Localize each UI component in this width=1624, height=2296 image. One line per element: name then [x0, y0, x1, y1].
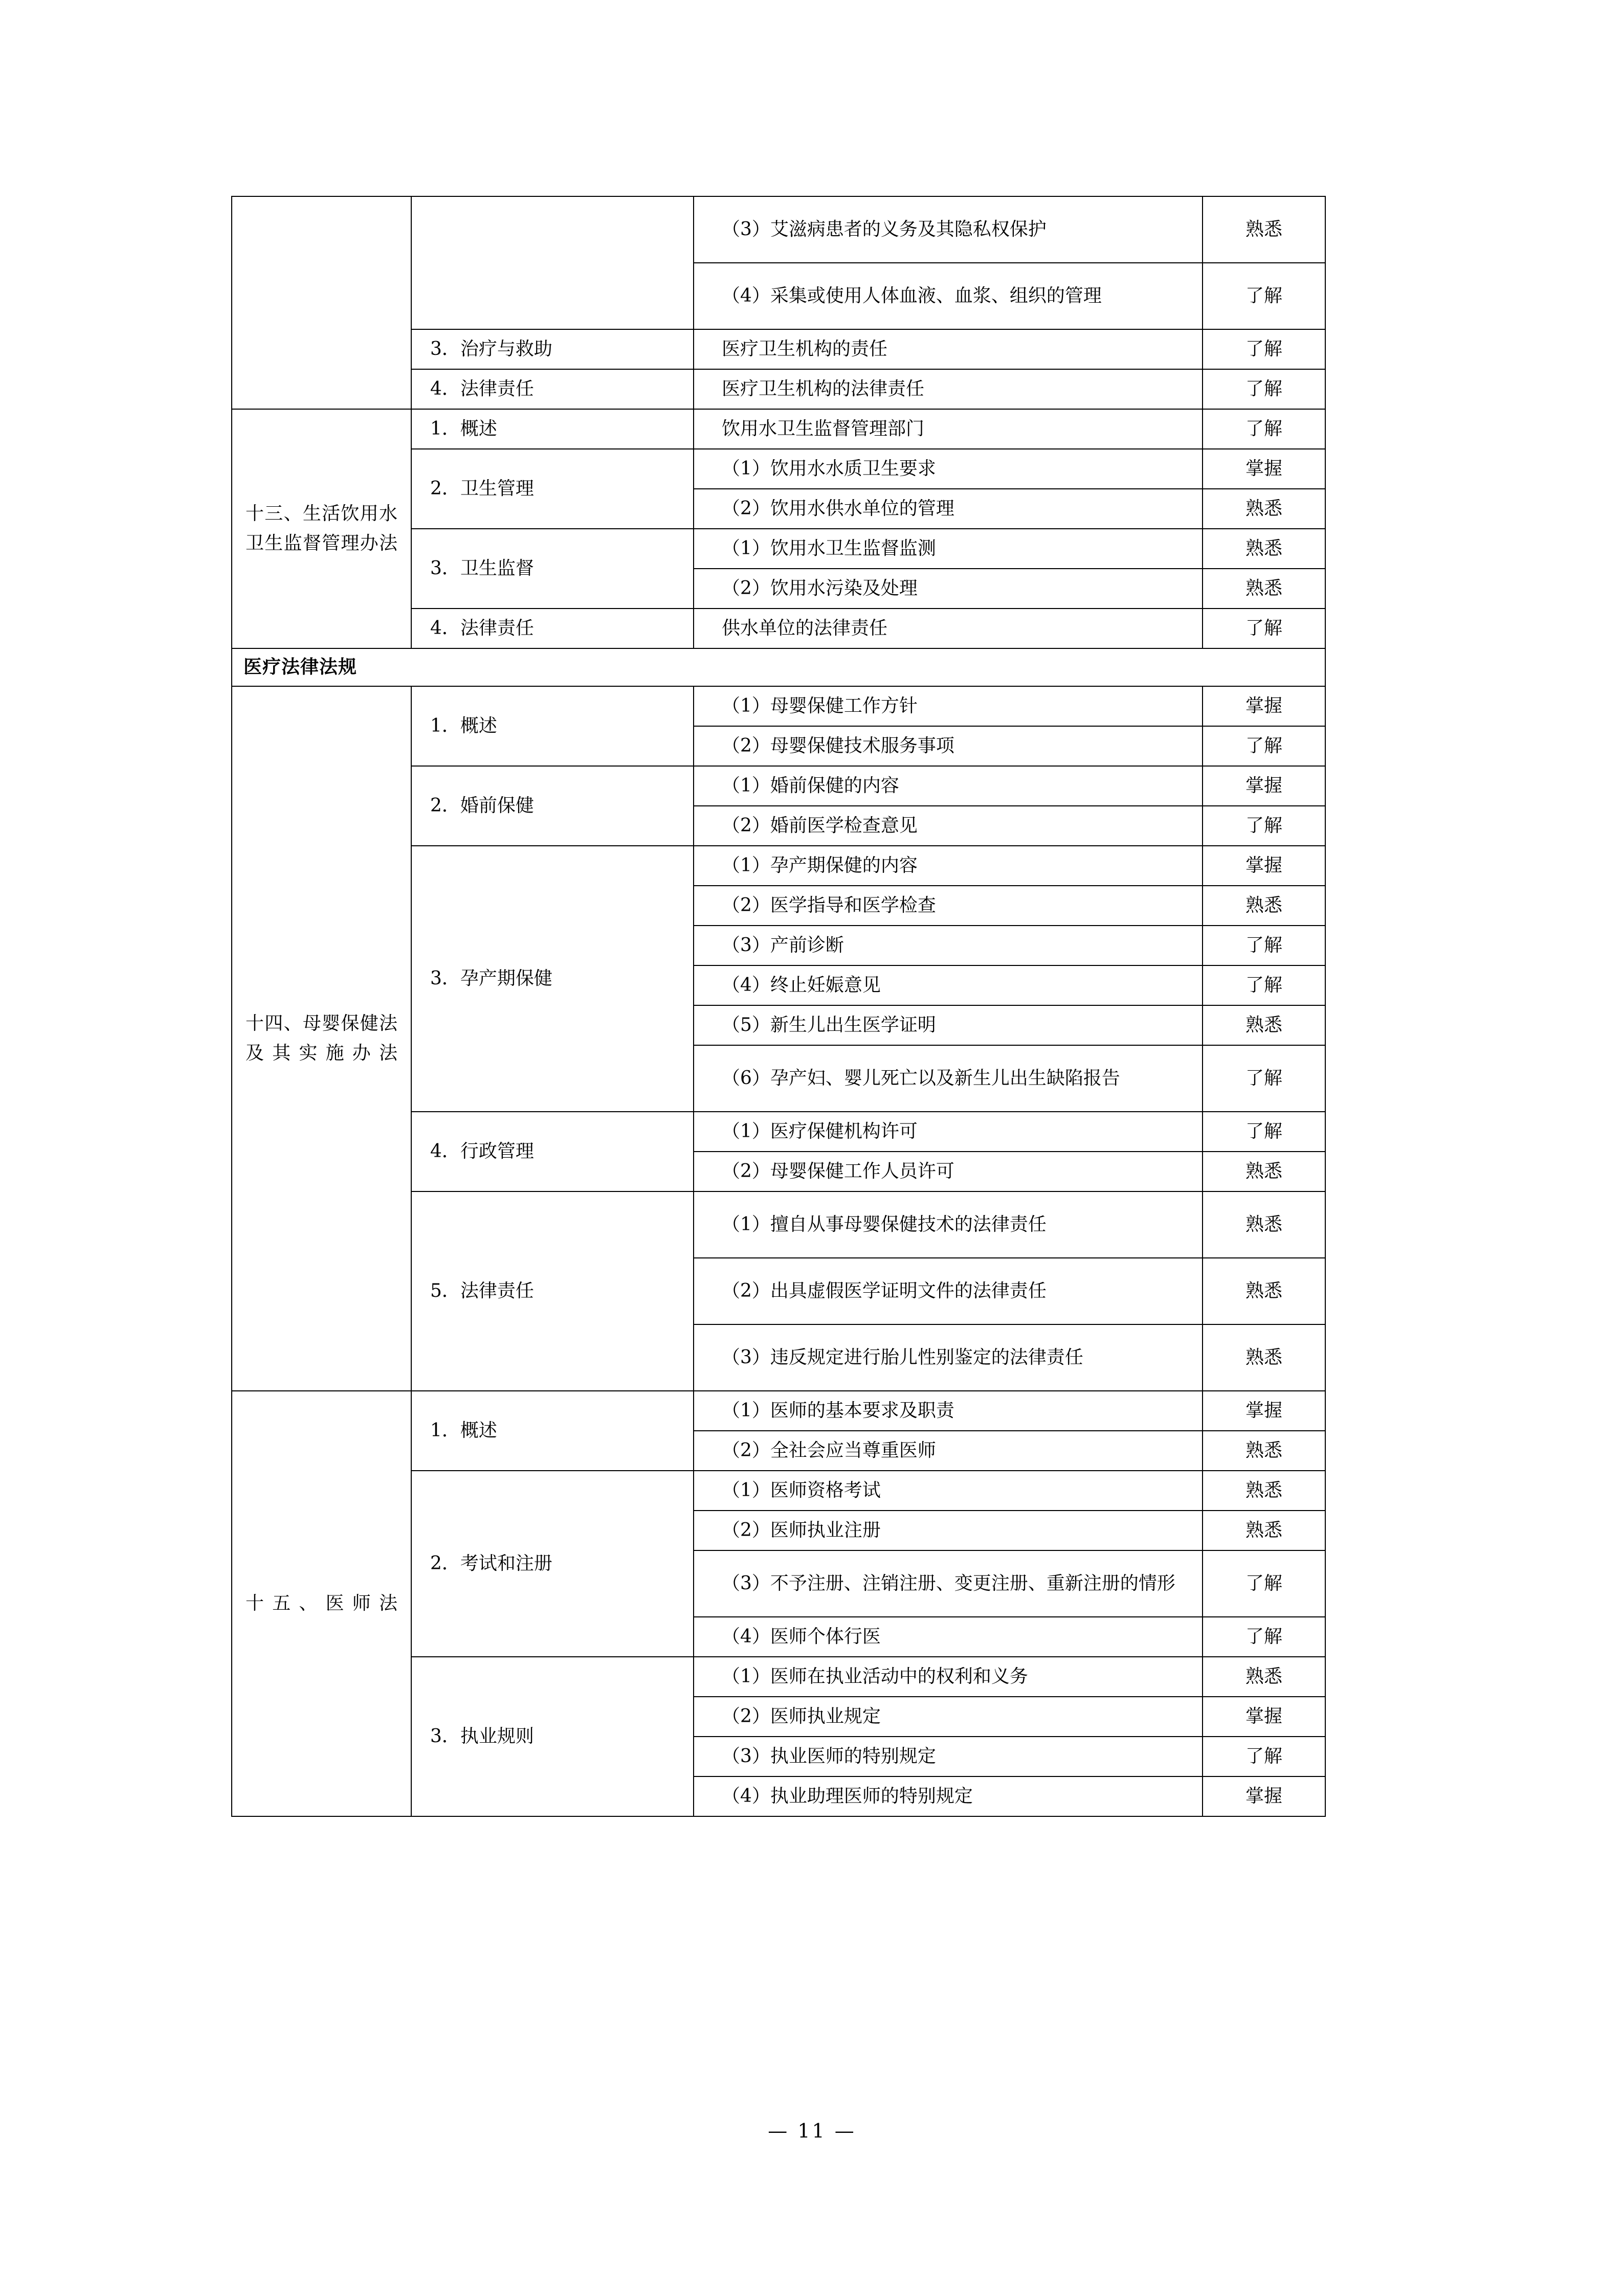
level-cell: 了解 [1203, 1112, 1325, 1152]
detail-cell: （4）终止妊娠意见 [694, 965, 1203, 1005]
level-cell: 熟悉 [1203, 1471, 1325, 1511]
level-cell: 了解 [1203, 965, 1325, 1005]
detail-cell: （1）医师的基本要求及职责 [694, 1391, 1203, 1431]
section-cell: 5．法律责任 [411, 1191, 694, 1391]
detail-cell: （2）饮用水污染及处理 [694, 569, 1203, 609]
level-cell: 了解 [1203, 926, 1325, 965]
level-cell: 熟悉 [1203, 1152, 1325, 1191]
level-cell: 掌握 [1203, 846, 1325, 886]
detail-cell: （3）执业医师的特别规定 [694, 1737, 1203, 1776]
section-cell: 2．考试和注册 [411, 1471, 694, 1657]
level-cell: 熟悉 [1203, 1191, 1325, 1258]
detail-cell: （3）产前诊断 [694, 926, 1203, 965]
chapter-cell [232, 409, 411, 648]
section-cell: 4．法律责任 [411, 609, 694, 648]
level-cell: 掌握 [1203, 1776, 1325, 1816]
chapter-label: 十四、母婴保健法及其实施办法 [246, 1012, 397, 1064]
detail-cell: （3）不予注册、注销注册、变更注册、重新注册的情形 [694, 1550, 1203, 1617]
detail-cell: （2）母婴保健工作人员许可 [694, 1152, 1203, 1191]
level-cell: 掌握 [1203, 449, 1325, 489]
detail-cell: （2）母婴保健技术服务事项 [694, 726, 1203, 766]
table-group-header-row [232, 648, 1325, 686]
chapter-label: 十五、医师法 [246, 1592, 397, 1614]
detail-cell: （1）孕产期保健的内容 [694, 846, 1203, 886]
level-cell: 熟悉 [1203, 1258, 1325, 1324]
chapter-cell [232, 686, 411, 1391]
chapter-cell [232, 196, 411, 409]
table-row [232, 409, 1325, 449]
section-cell: 1．概述 [411, 686, 694, 766]
detail-cell: （1）母婴保健工作方针 [694, 686, 1203, 726]
detail-cell: （1）擅自从事母婴保健技术的法律责任 [694, 1191, 1203, 1258]
section-cell: 3．执业规则 [411, 1657, 694, 1816]
level-cell: 掌握 [1203, 686, 1325, 726]
detail-cell: （2）医学指导和医学检查 [694, 886, 1203, 926]
level-cell: 了解 [1203, 1550, 1325, 1617]
level-cell: 熟悉 [1203, 1511, 1325, 1550]
detail-cell: （1）医师在执业活动中的权利和义务 [694, 1657, 1203, 1697]
level-cell: 了解 [1203, 1737, 1325, 1776]
detail-cell: （3）艾滋病患者的义务及其隐私权保护 [694, 196, 1203, 263]
level-cell: 熟悉 [1203, 1324, 1325, 1391]
table-row [232, 196, 1325, 263]
detail-cell: （2）全社会应当尊重医师 [694, 1431, 1203, 1471]
chapter-label: 十三、生活饮用水卫生监督管理办法 [246, 503, 397, 554]
detail-cell: （1）饮用水卫生监督监测 [694, 529, 1203, 569]
section-cell: 4．行政管理 [411, 1112, 694, 1191]
detail-cell: （4）医师个体行医 [694, 1617, 1203, 1657]
level-cell: 了解 [1203, 369, 1325, 409]
level-cell: 掌握 [1203, 1697, 1325, 1737]
level-cell: 了解 [1203, 609, 1325, 648]
level-cell: 熟悉 [1203, 886, 1325, 926]
level-cell: 熟悉 [1203, 569, 1325, 609]
syllabus-table [231, 196, 1326, 1817]
detail-cell: （2）医师执业注册 [694, 1511, 1203, 1550]
syllabus-table-body [232, 196, 1325, 1816]
detail-cell: （4）执业助理医师的特别规定 [694, 1776, 1203, 1816]
table-row [232, 1391, 1325, 1431]
section-cell: 2．卫生管理 [411, 449, 694, 529]
table-row [232, 686, 1325, 726]
detail-cell: 饮用水卫生监督管理部门 [694, 409, 1203, 449]
section-cell: 1．概述 [411, 1391, 694, 1471]
level-cell: 熟悉 [1203, 1431, 1325, 1471]
level-cell: 熟悉 [1203, 1657, 1325, 1697]
detail-cell: （5）新生儿出生医学证明 [694, 1005, 1203, 1045]
detail-cell: （2）出具虚假医学证明文件的法律责任 [694, 1258, 1203, 1324]
detail-cell: （2）婚前医学检查意见 [694, 806, 1203, 846]
level-cell: 了解 [1203, 1617, 1325, 1657]
level-cell: 了解 [1203, 263, 1325, 329]
detail-cell: （3）违反规定进行胎儿性别鉴定的法律责任 [694, 1324, 1203, 1391]
level-cell: 熟悉 [1203, 489, 1325, 529]
page-number: — 11 — [768, 2120, 856, 2142]
detail-cell: 供水单位的法律责任 [694, 609, 1203, 648]
level-cell: 熟悉 [1203, 196, 1325, 263]
detail-cell: 医疗卫生机构的法律责任 [694, 369, 1203, 409]
detail-cell: （1）婚前保健的内容 [694, 766, 1203, 806]
detail-cell: （1）医师资格考试 [694, 1471, 1203, 1511]
level-cell: 了解 [1203, 329, 1325, 369]
section-cell: 3．孕产期保健 [411, 846, 694, 1112]
section-cell: 4．法律责任 [411, 369, 694, 409]
section-cell: 3．治疗与救助 [411, 329, 694, 369]
level-cell: 了解 [1203, 726, 1325, 766]
level-cell: 了解 [1203, 409, 1325, 449]
section-cell: 3．卫生监督 [411, 529, 694, 609]
section-cell [411, 196, 694, 329]
level-cell: 掌握 [1203, 766, 1325, 806]
level-cell: 掌握 [1203, 1391, 1325, 1431]
group-header-label: 医疗法律法规 [232, 648, 1325, 686]
detail-cell: （6）孕产妇、婴儿死亡以及新生儿出生缺陷报告 [694, 1045, 1203, 1112]
detail-cell: （2）医师执业规定 [694, 1697, 1203, 1737]
detail-cell: （1）医疗保健机构许可 [694, 1112, 1203, 1152]
chapter-cell [232, 1391, 411, 1816]
level-cell: 了解 [1203, 806, 1325, 846]
detail-cell: 医疗卫生机构的责任 [694, 329, 1203, 369]
detail-cell: （1）饮用水水质卫生要求 [694, 449, 1203, 489]
level-cell: 熟悉 [1203, 529, 1325, 569]
detail-cell: （2）饮用水供水单位的管理 [694, 489, 1203, 529]
level-cell: 了解 [1203, 1045, 1325, 1112]
section-cell: 2．婚前保健 [411, 766, 694, 846]
section-cell: 1．概述 [411, 409, 694, 449]
detail-cell: （4）采集或使用人体血液、血浆、组织的管理 [694, 263, 1203, 329]
level-cell: 熟悉 [1203, 1005, 1325, 1045]
